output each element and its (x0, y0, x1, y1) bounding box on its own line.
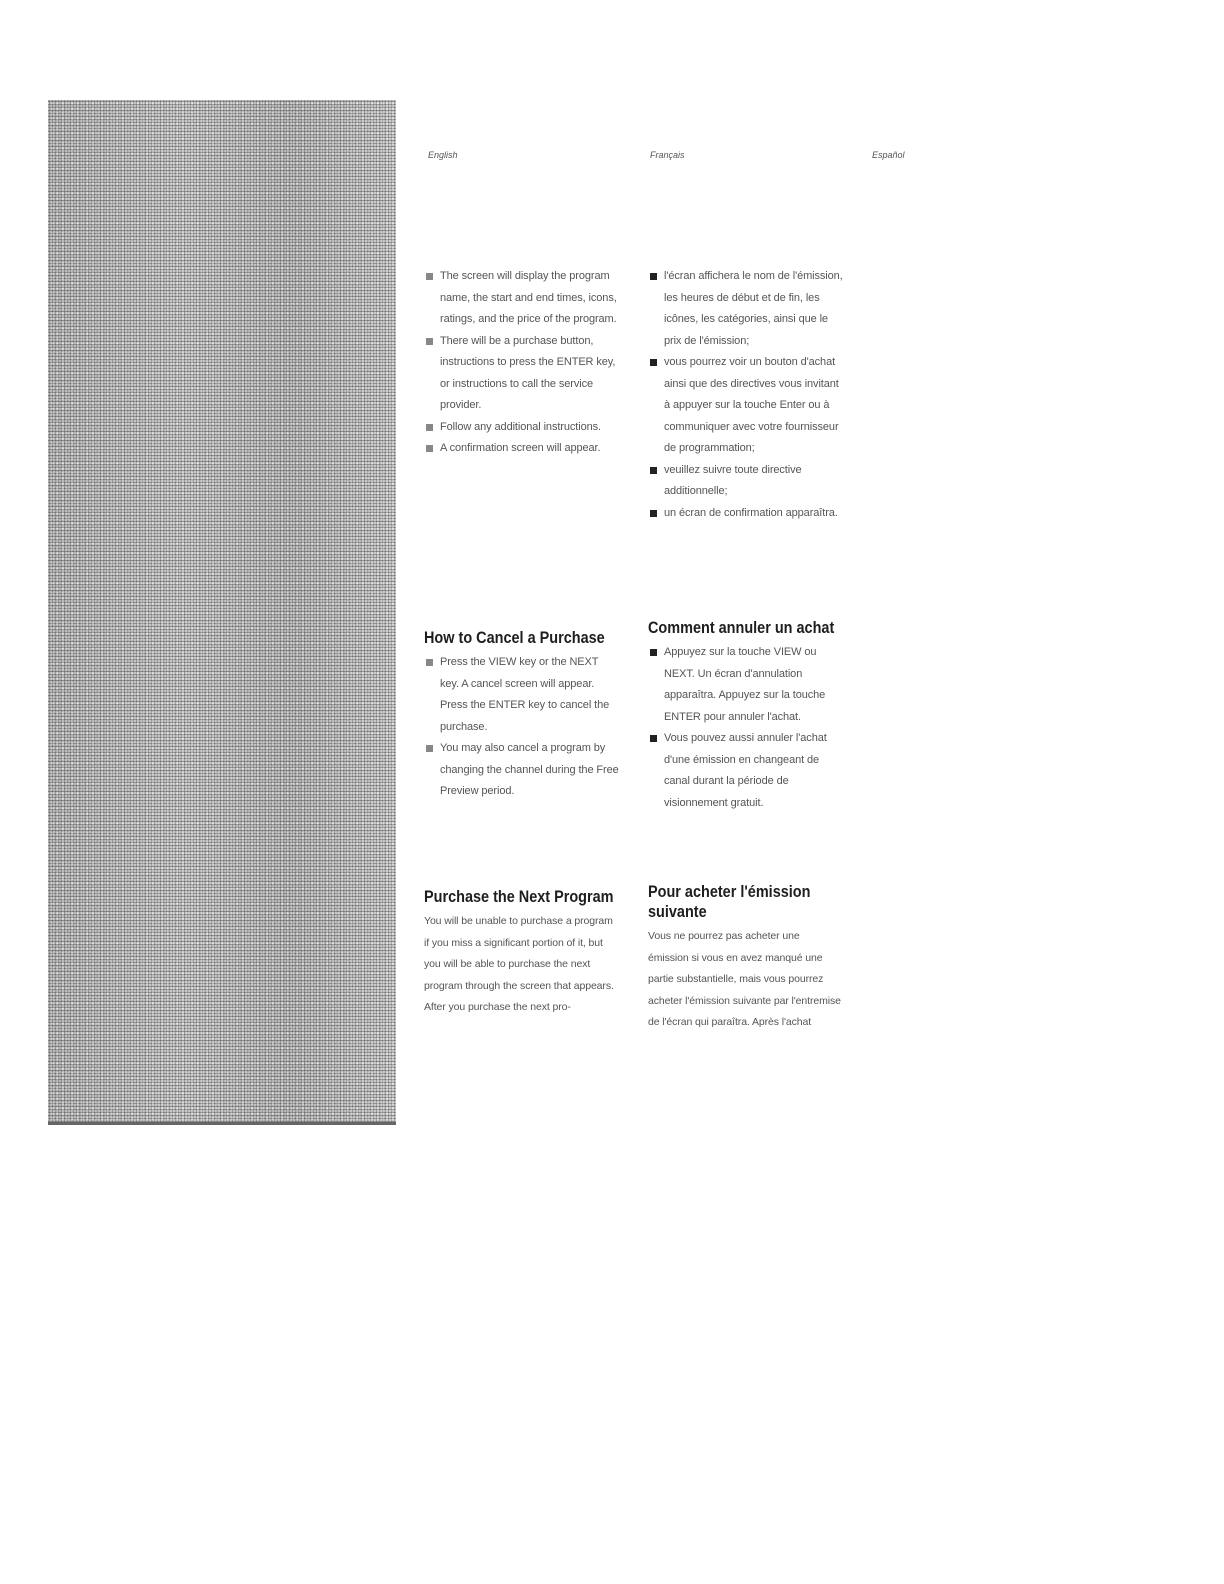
language-label-spanish: Español (872, 150, 905, 160)
list-item: Vous pouvez aussi annuler l'achat d'une émission en changeant de canal durant la période de visionnement gratuit. (648, 728, 843, 814)
list-item: Follow any additional instructions. (424, 417, 619, 439)
list-item: The screen will display the program name, the start and end times, icons, ratings, and the price of the program. (424, 266, 619, 331)
english-cancel-section (424, 628, 619, 803)
language-label-french: Français (650, 150, 685, 160)
list-item: Press the VIEW key or the NEXT key. A cancel screen will appear. Press the ENTER key to cancel the purchase. (424, 652, 619, 738)
square-bullet-icon (426, 273, 433, 280)
square-bullet-icon (650, 467, 657, 474)
section-heading: Purchase the Next Program (424, 887, 614, 906)
list-item: un écran de confirmation apparaîtra. (648, 503, 843, 525)
square-bullet-icon (426, 445, 433, 452)
section-heading: Comment annuler un achat (648, 618, 835, 637)
square-bullet-icon (650, 649, 657, 656)
french-purchase-steps (648, 266, 843, 524)
square-bullet-icon (426, 424, 433, 431)
list-item: veuillez suivre toute directive additionnelle; (648, 460, 843, 503)
paragraph: Vous ne pourrez pas acheter une émission si vous en avez manqué une partie substantielle, mais vous pourrez acheter l'émission suivante par l'entremise de l'écran qui paraîtra. Après l'achat (648, 930, 841, 1028)
square-bullet-icon (426, 659, 433, 666)
square-bullet-icon (650, 735, 657, 742)
french-next-program-section (648, 882, 843, 1034)
section-heading: Pour acheter l'émission suivante (648, 882, 811, 921)
list-item: You may also cancel a program by changing the channel during the Free Preview period. (424, 738, 619, 803)
language-label-english: English (428, 150, 458, 160)
english-purchase-steps (424, 266, 619, 460)
square-bullet-icon (426, 745, 433, 752)
halftone-texture-band (48, 100, 396, 1122)
french-cancel-section (648, 618, 843, 814)
paragraph: You will be unable to purchase a program if you miss a significant portion of it, but you will be able to purchase the next program through the screen that appears. After you purchase the next pro- (424, 915, 614, 1013)
list-item: vous pourrez voir un bouton d'achat ainsi que des directives vous invitant à appuyer sur la touche Enter ou à communiquer avec votre fournisseur de programmation; (648, 352, 843, 460)
section-heading: How to Cancel a Purchase (424, 628, 605, 647)
square-bullet-icon (426, 338, 433, 345)
square-bullet-icon (650, 510, 657, 517)
list-item: A confirmation screen will appear. (424, 438, 619, 460)
list-item: Appuyez sur la touche VIEW ou NEXT. Un écran d'annulation apparaîtra. Appuyez sur la touche ENTER pour annuler l'achat. (648, 642, 843, 728)
square-bullet-icon (650, 359, 657, 366)
english-next-program-section (424, 887, 619, 1019)
list-item: l'écran affichera le nom de l'émission, les heures de début et de fin, les icônes, les catégories, ainsi que le prix de l'émission; (648, 266, 843, 352)
square-bullet-icon (650, 273, 657, 280)
list-item: There will be a purchase button, instructions to press the ENTER key, or instructions to call the service provider. (424, 331, 619, 417)
